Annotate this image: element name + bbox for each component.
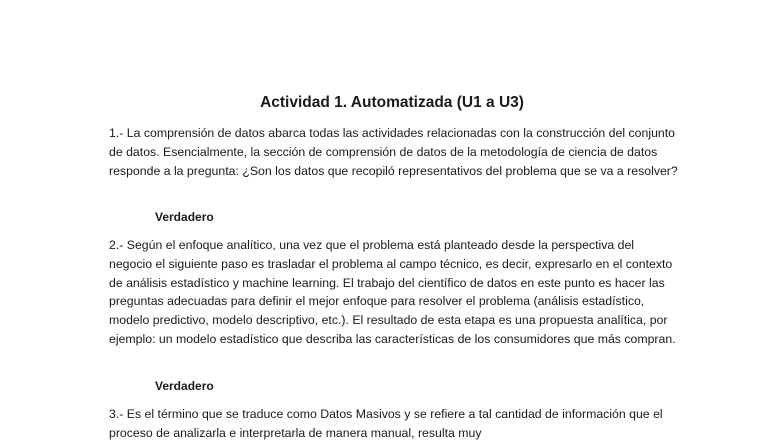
question-1-answer: Verdadero (155, 210, 214, 224)
question-1-text: 1.- La comprensión de datos abarca todas las actividades relacionadas con la construcción del conjunto de datos. Esencialmente, la sección de comprensión de datos de la metodología de ciencia de datos responde a la pregunta: ¿Son los datos que recopiló representativos del problema que se va a resolver? (109, 126, 678, 178)
document-title: Actividad 1. Automatizada (U1 a U3) (260, 94, 524, 111)
question-3-text: 3.- Es el término que se traduce como Datos Masivos y se refiere a tal cantidad de información que el proceso de analizarla e interpretarla de manera manual, resulta muy (109, 407, 663, 440)
question-2-answer: Verdadero (155, 379, 214, 393)
question-2-text: 2.- Según el enfoque analítico, una vez que el problema está planteado desde la perspectiva del negocio el siguiente paso es trasladar el problema al campo técnico, es decir, expresarlo en el contexto de análisis estadístico y machine learning. El trabajo del científico de datos en este punto es hacer las preguntas adecuadas para definir el mejor enfoque para resolver el problema (análisis estadístico, modelo predictivo, modelo descriptivo, etc.). El resultado de esta etapa es una propuesta analítica, por ejemplo: un modelo estadístico que describa las características de los consumidores que más compran. (109, 238, 676, 346)
